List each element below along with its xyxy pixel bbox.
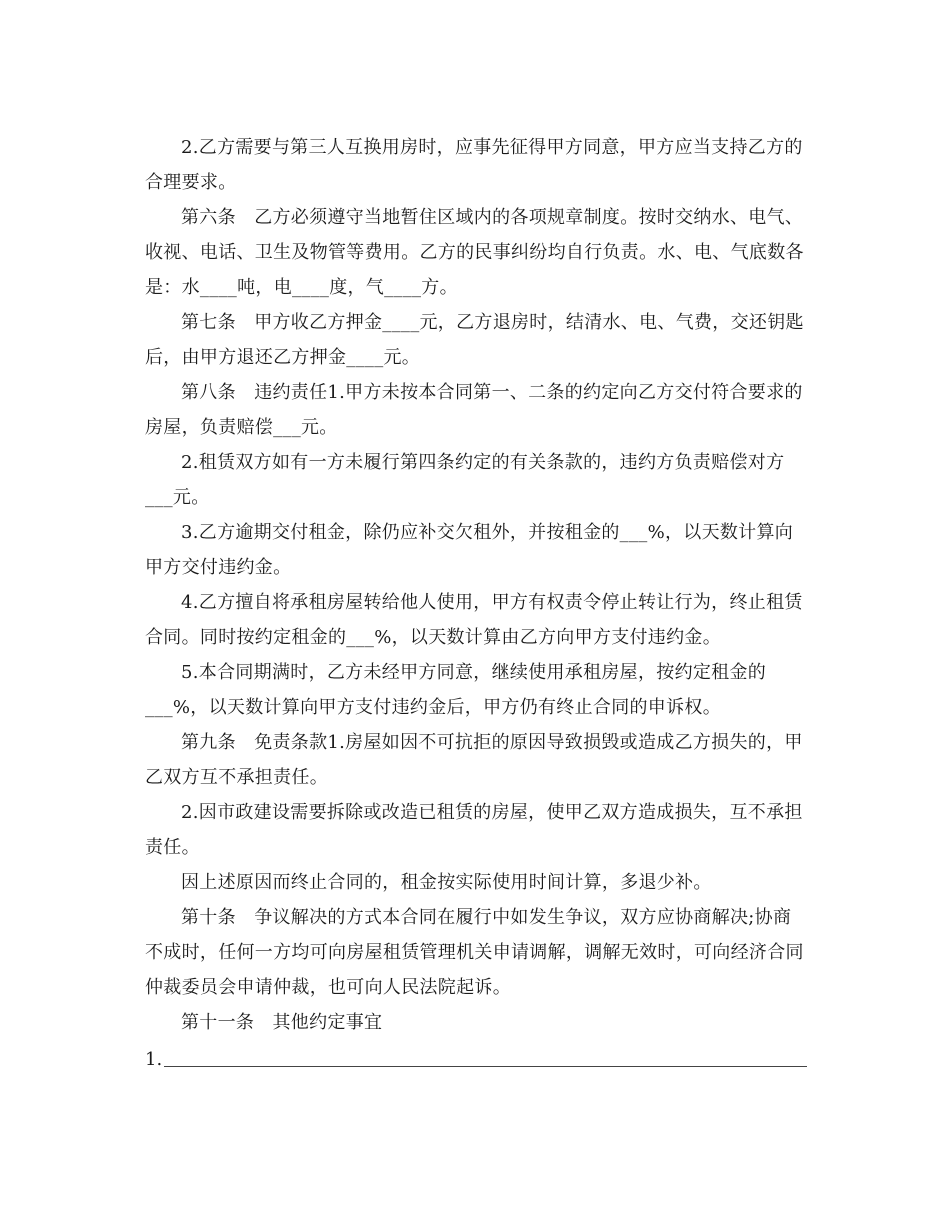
paragraph-clause-8-item-1: 第八条 违约责任1.甲方未按本合同第一、二条的约定向乙方交付符合要求的房屋，负责赔偿___元。 (145, 382, 803, 438)
paragraph-clause-10: 第十条 争议解决的方式本合同在履行中如发生争议，双方应协商解决;协商不成时，任何一方均可向房屋租赁管理机关申请调解，调解无效时，可向经济合同仲裁委员会申请仲裁，也可向人民法院起诉。 (145, 907, 804, 998)
blank-fill-line-1 (145, 1040, 807, 1077)
underline-rule (164, 1066, 807, 1067)
paragraph-clause-7: 第七条 甲方收乙方押金____元，乙方退房时，结清水、电、气费，交还钥匙后，由甲方退还乙方押金____元。 (145, 312, 804, 368)
paragraph-clause-8-item-4: 4.乙方擅自将承租房屋转给他人使用，甲方有权责令停止转让行为，终止租赁合同。同时按约定租金的___%，以天数计算由乙方向甲方支付违约金。 (145, 592, 803, 648)
paragraph-termination-note: 因上述原因而终止合同的，租金按实际使用时间计算，多退少补。 (181, 872, 712, 893)
paragraph-clause-8-item-3: 3.乙方逾期交付租金，除仍应补交欠租外，并按租金的___%，以天数计算向甲方交付违约金。 (145, 522, 794, 578)
paragraph-clause-6: 第六条 乙方必须遵守当地暂住区域内的各项规章制度。按时交纳水、电气、收视、电话、卫生及物管等费用。乙方的民事纠纷均自行负责。水、电、气底数各是：水____吨，电____度，气____方。 (145, 207, 804, 298)
document-page (145, 130, 807, 1077)
paragraph-clause-8-item-2: 2.租赁双方如有一方未履行第四条约定的有关条款的，违约方负责赔偿对方___元。 (145, 452, 785, 508)
paragraph-clause-5-item-2: 2.乙方需要与第三人互换用房时，应事先征得甲方同意，甲方应当支持乙方的合理要求。 (145, 137, 803, 193)
paragraph-clause-9-item-2: 2.因市政建设需要拆除或改造已租赁的房屋，使甲乙双方造成损失，互不承担责任。 (145, 802, 803, 858)
paragraph-clause-11-heading: 第十一条 其他约定事宜 (181, 1012, 383, 1033)
paragraph-clause-9-item-1: 第九条 免责条款1.房屋如因不可抗拒的原因导致损毁或造成乙方损失的，甲乙双方互不承担责任。 (145, 732, 803, 788)
blank-line-label: 1. (145, 1049, 163, 1070)
paragraph-clause-8-item-5: 5.本合同期满时，乙方未经甲方同意，继续使用承租房屋，按约定租金的___%，以天数计算向甲方支付违约金后，甲方仍有终止合同的申诉权。 (145, 662, 767, 718)
